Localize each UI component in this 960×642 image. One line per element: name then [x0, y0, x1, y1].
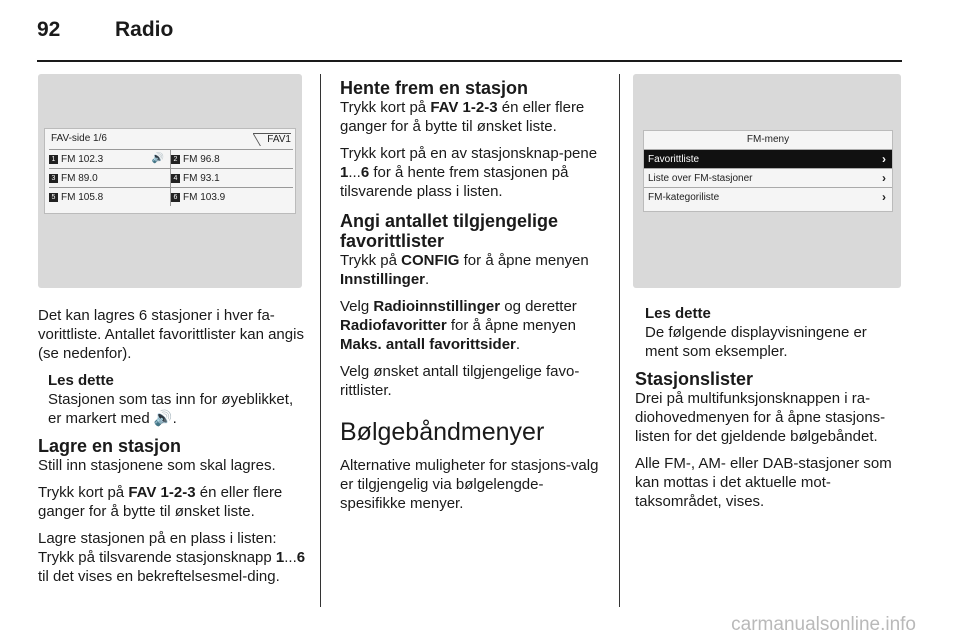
- note-text: Stasjonen som tas inn for øyeblikket, er markert med: [48, 391, 294, 427]
- intro-paragraph: Det kan lagres 6 stasjoner i hver fa-vorittliste. Antallet favorittlister kan angis (se nedenfor).: [38, 307, 304, 362]
- header-rule: [37, 60, 902, 62]
- note-block: [635, 304, 903, 361]
- fm-menu-item: [644, 149, 892, 168]
- favorite-slot-number: 3: [49, 174, 58, 183]
- note-block: [38, 371, 306, 428]
- fm-menu-title: FM-meny: [746, 134, 790, 145]
- fm-menu-screen-illustration: [633, 74, 901, 288]
- column-divider: [619, 74, 620, 607]
- chevron-right-icon: ›: [882, 171, 886, 185]
- favorite-slot: [171, 187, 293, 206]
- favorites-screen-illustration: [38, 74, 302, 288]
- fm-menu-item: [644, 168, 892, 187]
- fm-menu-item-label: Liste over FM-stasjoner: [648, 172, 753, 184]
- favorite-slot: [171, 149, 293, 168]
- favorite-slot-number: 1: [49, 155, 58, 164]
- column-1: [38, 306, 306, 594]
- paragraph: Alternative muligheter for stasjons-valg er tilgjengelig via bølgelengde-spesifikke menyer.: [340, 457, 599, 512]
- paragraph: Trykk på CONFIG for å åpne menyen Innstillinger.: [340, 252, 589, 288]
- favorite-slot-label: FM 93.1: [183, 172, 220, 184]
- paragraph: Velg ønsket antall tilgjengelige favo-rittlister.: [340, 363, 580, 399]
- favorites-display: [44, 128, 296, 214]
- fm-menu-display: [643, 130, 893, 212]
- section-title: Radio: [115, 18, 174, 41]
- favorite-slot-number: 2: [171, 155, 180, 164]
- favorite-slot: [49, 149, 171, 168]
- paragraph: Drei på multifunksjonsknappen i ra-diohovedmenyen for å åpne stasjons-listen for det gjeldende bølgebåndet.: [635, 390, 886, 445]
- paragraph: Alle FM-, AM- eller DAB-stasjoner som kan mottas i det aktuelle mot-taksområdet, vises.: [635, 455, 892, 510]
- heading-lagre: Lagre en stasjon: [38, 436, 182, 456]
- page-header: [37, 18, 173, 48]
- favorite-slot-label: FM 103.9: [183, 191, 226, 203]
- note-title: Les dette: [48, 372, 114, 389]
- favorites-tab: FAV1: [253, 133, 291, 145]
- favorite-slot-number: 4: [171, 174, 180, 183]
- column-3: [635, 304, 903, 519]
- favorite-slot-label: FM 102.3: [61, 153, 104, 165]
- favorite-slot-label: FM 89.0: [61, 172, 98, 184]
- heading-hente: Hente frem en stasjon: [340, 78, 529, 98]
- paragraph: Still inn stasjonene som skal lagres.: [38, 457, 276, 474]
- column-2: [340, 78, 608, 521]
- favorite-slot-number: 5: [49, 193, 58, 202]
- favorites-page-title: FAV-side 1/6: [51, 133, 107, 144]
- chevron-right-icon: ›: [882, 190, 886, 204]
- heading-angi: Angi antallet tilgjengelige favorittlister: [340, 211, 559, 251]
- favorite-slot: [171, 168, 293, 187]
- speaker-icon: 🔊: [153, 410, 173, 427]
- fm-menu-list: [644, 149, 892, 206]
- favorite-slot-label: FM 96.8: [183, 153, 220, 165]
- chevron-right-icon: ›: [882, 152, 886, 166]
- paragraph: Trykk kort på FAV 1-2-3 én eller flere ganger for å bytte til ønsket liste.: [340, 99, 585, 135]
- favorite-slot-number: 6: [171, 193, 180, 202]
- note-text: De følgende displayvisningene er ment som eksempler.: [645, 324, 867, 360]
- paragraph: Lagre stasjonen på en plass i listen: Trykk på tilsvarende stasjonsknapp 1...6 til det vises en bekreftelsesmel-ding.: [38, 530, 306, 585]
- speaker-icon: 🔊: [151, 153, 164, 164]
- fm-menu-item-label: FM-kategoriliste: [648, 191, 720, 203]
- favorites-grid: [49, 149, 293, 206]
- paragraph: Velg Radioinnstillinger og deretter Radiofavoritter for å åpne menyen Maks. antall favorittsider.: [340, 298, 577, 353]
- watermark: carmanualsonline.info: [731, 614, 916, 635]
- paragraph: Trykk kort på en av stasjonsknap-pene 1...6 for å hente frem stasjonen på tilsvarende plass i listen.: [340, 145, 598, 200]
- note-title: Les dette: [645, 305, 711, 322]
- page-number: 92: [37, 18, 61, 41]
- heading-stasjonslister: Stasjonslister: [635, 369, 754, 389]
- favorite-slot-label: FM 105.8: [61, 191, 104, 203]
- favorite-slot: [49, 168, 171, 187]
- fm-menu-item: [644, 187, 892, 206]
- note-text-wrap: Stasjonen som tas inn for øyeblikket, er markert med 🔊.: [48, 391, 294, 427]
- fm-menu-item-label: Favorittliste: [648, 153, 700, 165]
- favorite-slot: [49, 187, 171, 206]
- paragraph: Trykk kort på FAV 1-2-3 én eller flere ganger for å bytte til ønsket liste.: [38, 484, 283, 520]
- column-divider: [320, 74, 321, 607]
- heading-bolge: Bølgebåndmenyer: [340, 418, 545, 446]
